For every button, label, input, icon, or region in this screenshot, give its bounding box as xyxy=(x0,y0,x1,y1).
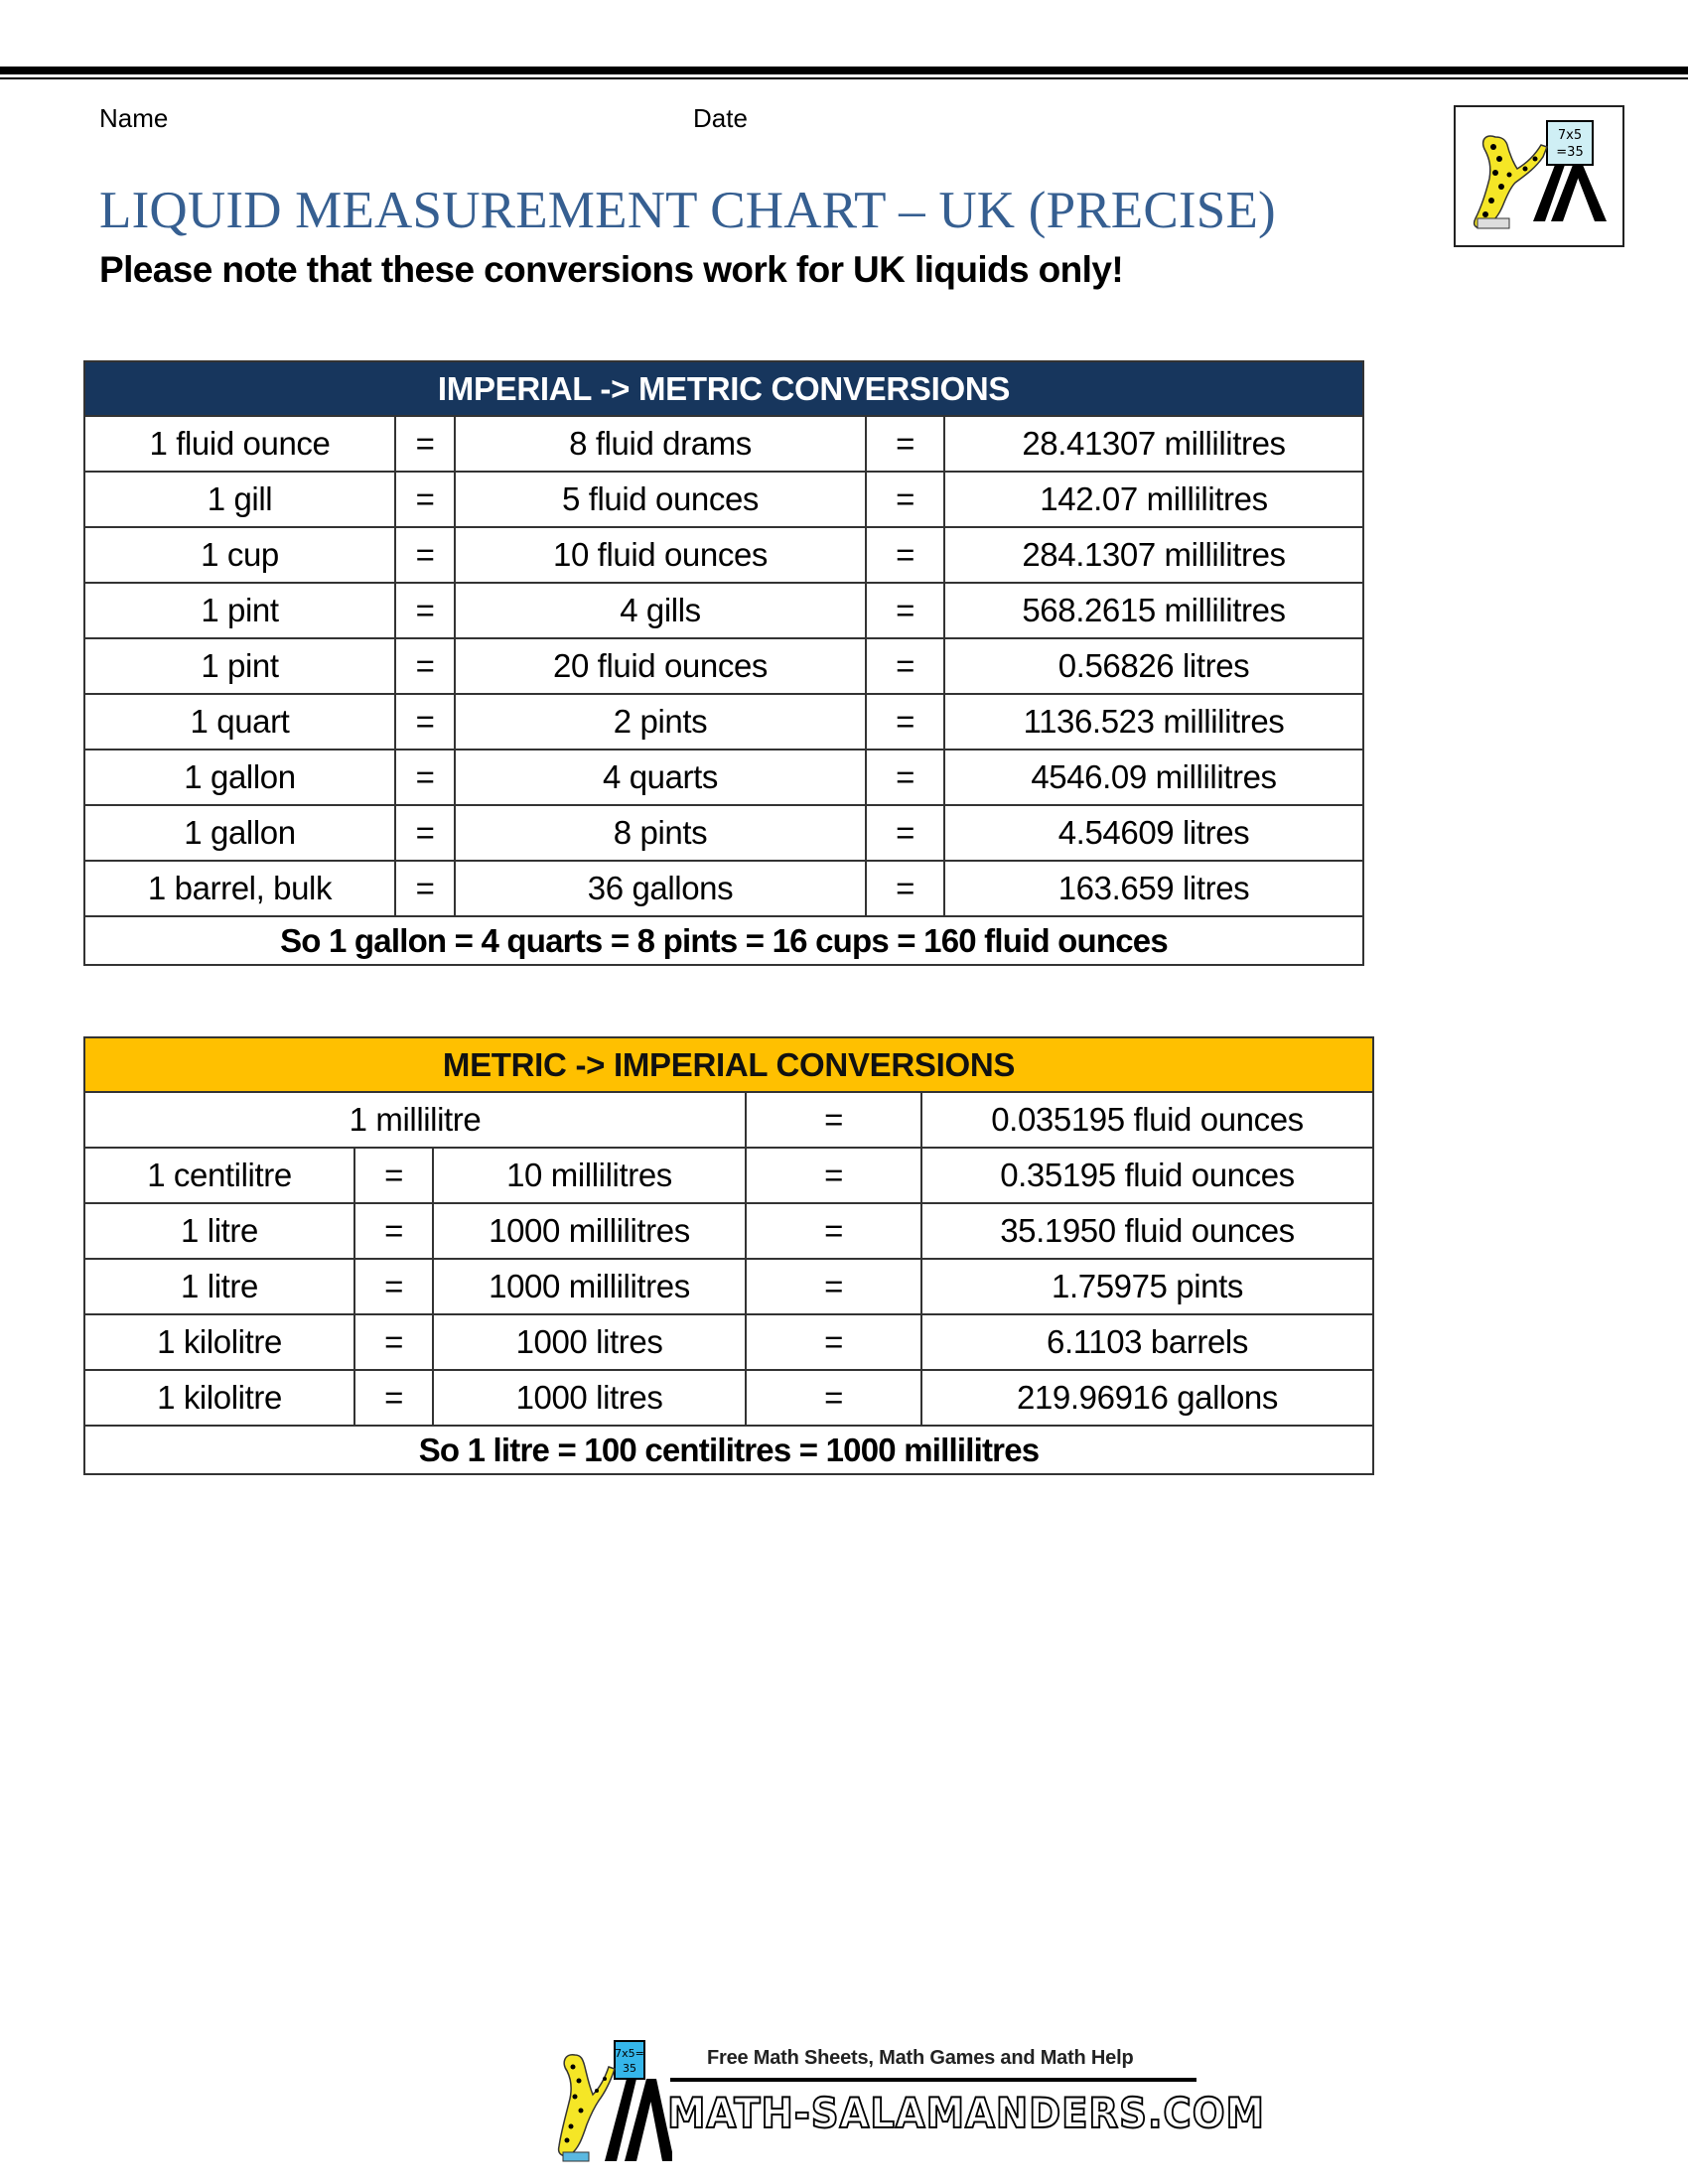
unit-cell: 1 kilolitre xyxy=(84,1314,354,1370)
imperial-to-metric-table xyxy=(83,360,1364,966)
unit-cell: 1 pint xyxy=(84,583,395,638)
table-row xyxy=(84,1092,1373,1148)
table-row xyxy=(84,805,1363,861)
equals-cell: = xyxy=(395,583,455,638)
metric-value-cell: 1000 litres xyxy=(433,1314,746,1370)
unit-cell: 1 cup xyxy=(84,527,395,583)
imperial-value-cell: 20 fluid ounces xyxy=(455,638,866,694)
equals-cell: = xyxy=(866,861,944,916)
equals-cell: = xyxy=(395,638,455,694)
metric-value-cell: 1000 litres xyxy=(433,1370,746,1426)
table-row xyxy=(84,861,1363,916)
equals-cell: = xyxy=(354,1203,433,1259)
equals-cell: = xyxy=(354,1314,433,1370)
imperial-value-cell: 36 gallons xyxy=(455,861,866,916)
equals-cell: = xyxy=(746,1203,921,1259)
uk-only-note: Please note that these conversions work for UK liquids only! xyxy=(99,249,1124,290)
table-row xyxy=(84,1148,1373,1203)
salamander-teacher-logo-icon xyxy=(1456,107,1622,245)
unit-cell: 1 fluid ounce xyxy=(84,416,395,472)
table-row xyxy=(84,527,1363,583)
table-heading: IMPERIAL -> METRIC CONVERSIONS xyxy=(84,361,1363,416)
metric-value-cell: 1000 millilitres xyxy=(433,1203,746,1259)
footer-tagline: Free Math Sheets, Math Games and Math Help xyxy=(707,2047,1134,2069)
svg-text:=35: =35 xyxy=(1556,145,1584,160)
equals-cell: = xyxy=(866,750,944,805)
imperial-value-cell: 4 gills xyxy=(455,583,866,638)
equals-cell: = xyxy=(354,1259,433,1314)
salamander-logo xyxy=(1454,105,1624,247)
equals-cell: = xyxy=(866,416,944,472)
unit-cell: 1 millilitre xyxy=(84,1092,746,1148)
table-summary: So 1 gallon = 4 quarts = 8 pints = 16 cups = 160 fluid ounces xyxy=(84,916,1363,965)
salamander-footer-logo-icon xyxy=(553,2037,672,2176)
imperial-value-cell: 219.96916 gallons xyxy=(921,1370,1373,1426)
table-row xyxy=(84,638,1363,694)
footer-logo xyxy=(553,2037,1265,2176)
equals-cell: = xyxy=(395,861,455,916)
unit-cell: 1 centilitre xyxy=(84,1148,354,1203)
equals-cell: = xyxy=(746,1314,921,1370)
equals-cell: = xyxy=(395,527,455,583)
table-summary: So 1 litre = 100 centilitres = 1000 millilitres xyxy=(84,1426,1373,1474)
svg-text:7x5: 7x5 xyxy=(1557,128,1583,143)
equals-cell: = xyxy=(395,750,455,805)
equals-cell: = xyxy=(866,805,944,861)
unit-cell: 1 kilolitre xyxy=(84,1370,354,1426)
imperial-value-cell: 0.035195 fluid ounces xyxy=(921,1092,1373,1148)
metric-value-cell: 4.54609 litres xyxy=(944,805,1363,861)
imperial-value-cell: 0.35195 fluid ounces xyxy=(921,1148,1373,1203)
imperial-value-cell: 1.75975 pints xyxy=(921,1259,1373,1314)
footer-divider xyxy=(670,2078,1196,2082)
imperial-value-cell: 4 quarts xyxy=(455,750,866,805)
metric-value-cell: 4546.09 millilitres xyxy=(944,750,1363,805)
unit-cell: 1 litre xyxy=(84,1203,354,1259)
metric-value-cell: 142.07 millilitres xyxy=(944,472,1363,527)
metric-value-cell: 10 millilitres xyxy=(433,1148,746,1203)
metric-value-cell: 1000 millilitres xyxy=(433,1259,746,1314)
imperial-value-cell: 5 fluid ounces xyxy=(455,472,866,527)
equals-cell: = xyxy=(866,583,944,638)
unit-cell: 1 litre xyxy=(84,1259,354,1314)
date-field-label: Date xyxy=(693,103,748,133)
equals-cell: = xyxy=(866,527,944,583)
top-rule-thin xyxy=(0,77,1688,79)
top-rule-thick xyxy=(0,67,1688,74)
page-title: LIQUID MEASUREMENT CHART – UK (PRECISE) xyxy=(99,182,1276,239)
table-row xyxy=(84,472,1363,527)
unit-cell: 1 barrel, bulk xyxy=(84,861,395,916)
equals-cell: = xyxy=(866,694,944,750)
equals-cell: = xyxy=(866,638,944,694)
unit-cell: 1 pint xyxy=(84,638,395,694)
metric-value-cell: 0.56826 litres xyxy=(944,638,1363,694)
unit-cell: 1 gill xyxy=(84,472,395,527)
equals-cell: = xyxy=(354,1370,433,1426)
metric-value-cell: 284.1307 millilitres xyxy=(944,527,1363,583)
unit-cell: 1 gallon xyxy=(84,750,395,805)
unit-cell: 1 quart xyxy=(84,694,395,750)
metric-value-cell: 28.41307 millilitres xyxy=(944,416,1363,472)
imperial-value-cell: 2 pints xyxy=(455,694,866,750)
equals-cell: = xyxy=(746,1148,921,1203)
metric-value-cell: 568.2615 millilitres xyxy=(944,583,1363,638)
equals-cell: = xyxy=(354,1148,433,1203)
table-row xyxy=(84,416,1363,472)
svg-text:7x5=: 7x5= xyxy=(615,2047,644,2060)
unit-cell: 1 gallon xyxy=(84,805,395,861)
table-row xyxy=(84,1370,1373,1426)
imperial-value-cell: 10 fluid ounces xyxy=(455,527,866,583)
imperial-value-cell: 6.1103 barrels xyxy=(921,1314,1373,1370)
table-row xyxy=(84,583,1363,638)
footer-brand-name: MATH-SALAMANDERS.COM xyxy=(667,2089,1265,2137)
svg-text:35: 35 xyxy=(623,2062,636,2075)
table-heading: METRIC -> IMPERIAL CONVERSIONS xyxy=(84,1037,1373,1092)
equals-cell: = xyxy=(746,1092,921,1148)
metric-value-cell: 163.659 litres xyxy=(944,861,1363,916)
metric-value-cell: 1136.523 millilitres xyxy=(944,694,1363,750)
imperial-value-cell: 8 fluid drams xyxy=(455,416,866,472)
table-row xyxy=(84,1314,1373,1370)
table-row xyxy=(84,694,1363,750)
table-row xyxy=(84,1259,1373,1314)
equals-cell: = xyxy=(395,694,455,750)
name-field-label: Name xyxy=(99,103,169,133)
table-row xyxy=(84,750,1363,805)
metric-to-imperial-table xyxy=(83,1036,1374,1475)
imperial-value-cell: 8 pints xyxy=(455,805,866,861)
equals-cell: = xyxy=(746,1370,921,1426)
equals-cell: = xyxy=(395,416,455,472)
equals-cell: = xyxy=(746,1259,921,1314)
equals-cell: = xyxy=(395,472,455,527)
equals-cell: = xyxy=(395,805,455,861)
table-row xyxy=(84,1203,1373,1259)
equals-cell: = xyxy=(866,472,944,527)
imperial-value-cell: 35.1950 fluid ounces xyxy=(921,1203,1373,1259)
